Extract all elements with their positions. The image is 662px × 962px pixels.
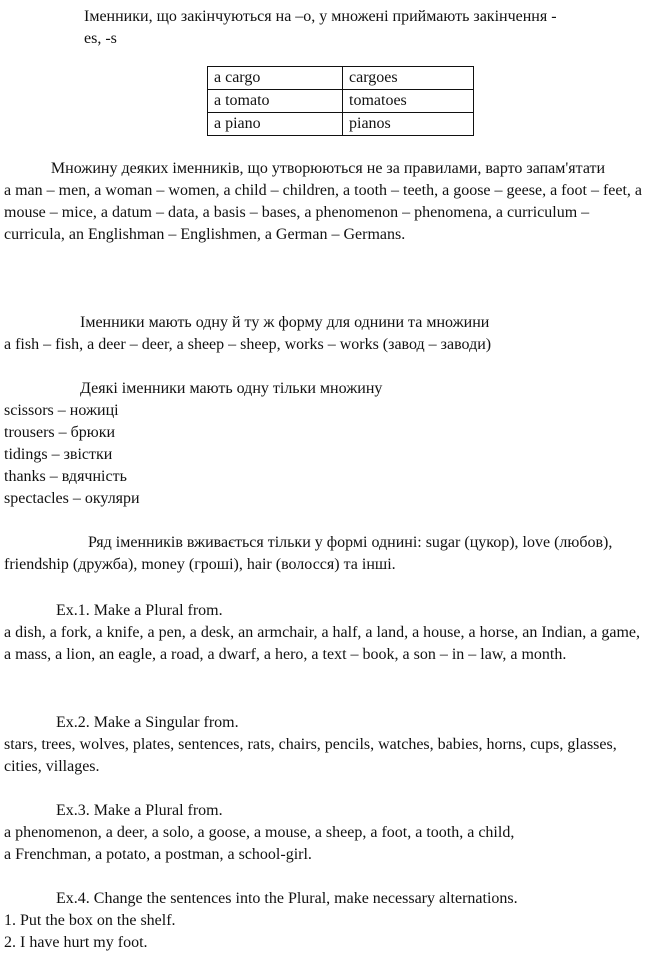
plural-only-list [0,400,656,510]
exercise-body: a dish, a fork, a knife, a pen, a desk, an armchair, a half, a land, a house, a horse, an Indian, a game, a mass, a lion, an eagle, a road, a dwarf, a hero, a text – book, a son – in – law, a month. [4,624,640,663]
intro-section [0,6,650,50]
exercise-body-line-2: a Frenchman, a potato, a postman, a school-girl. [4,846,312,863]
same-form-section [0,312,656,356]
table-cell-plural: tomatoes [343,90,474,113]
table-cell-plural: cargoes [343,67,474,90]
exercise-body: stars, trees, wolves, plates, sentences, rats, chairs, pencils, watches, babies, horns, cups, glasses, cities, villages. [4,736,617,775]
plural-o-table [207,66,474,136]
exercise-4 [0,888,656,954]
section-heading: Іменники мають одну й ту ж форму для однини та множини [80,314,490,331]
list-item: scissors – ножиці [4,402,119,419]
exercise-2 [0,712,656,778]
table-cell-singular: a cargo [208,67,343,90]
irregular-plural-section [0,158,656,246]
list-item: tidings – звістки [4,446,113,463]
table-row [208,67,474,90]
list-item: thanks – вдячність [4,468,127,485]
exercise-body-line-1: a phenomenon, a deer, a solo, a goose, a mouse, a sheep, a foot, a tooth, a child, [4,824,515,841]
table-cell-singular: a piano [208,113,343,136]
list-item: spectacles – окуляри [4,490,140,507]
exercise-title: Ex.4. Change the sentences into the Plural, make necessary alternations. [56,890,518,907]
exercise-title: Ex.2. Make a Singular from. [56,714,239,731]
intro-line-2: es, -s [84,30,117,47]
table-cell-singular: a tomato [208,90,343,113]
table-row [208,113,474,136]
section-heading: Множину деяких іменників, що утворюються не за правилами, варто запам'ятати [50,160,606,177]
list-item: trousers – брюки [4,424,116,441]
intro-line-1: Іменники, що закінчуються на –о, у множені приймають закінчення - [84,8,557,25]
section-body: Ряд іменників вживається тільки у формі однині: sugar (цукор), love (любов), friendship (дружба), money (гроші), hair (волосся) та інші. [4,534,613,573]
section-body: a fish – fish, a deer – deer, a sheep – sheep, works – works (завод – заводи) [4,336,492,353]
list-item: 1. Put the box on the shelf. [4,912,176,929]
list-item: 2. I have hurt my foot. [4,934,148,951]
exercise-title: Ex.3. Make a Plural from. [56,802,223,819]
exercise-title: Ex.1. Make a Plural from. [56,602,223,619]
exercise-3 [0,800,656,866]
table-row [208,90,474,113]
section-heading: Деякі іменники мають одну тільки множину [80,380,383,397]
exercise-1 [0,600,656,666]
section-body: a man – men, a woman – women, a child – children, a tooth – teeth, a goose – geese, a foot – feet, a mouse – mice, a datum – data, a basis – bases, a phenomenon – phenomena, a curriculum – curricula, an Englishman – Englishmen, a German – Germans. [4,182,643,243]
plural-only-section [0,378,656,510]
singular-only-section [0,532,650,576]
table-cell-plural: pianos [343,113,474,136]
exercise-sentence-list [0,910,656,954]
